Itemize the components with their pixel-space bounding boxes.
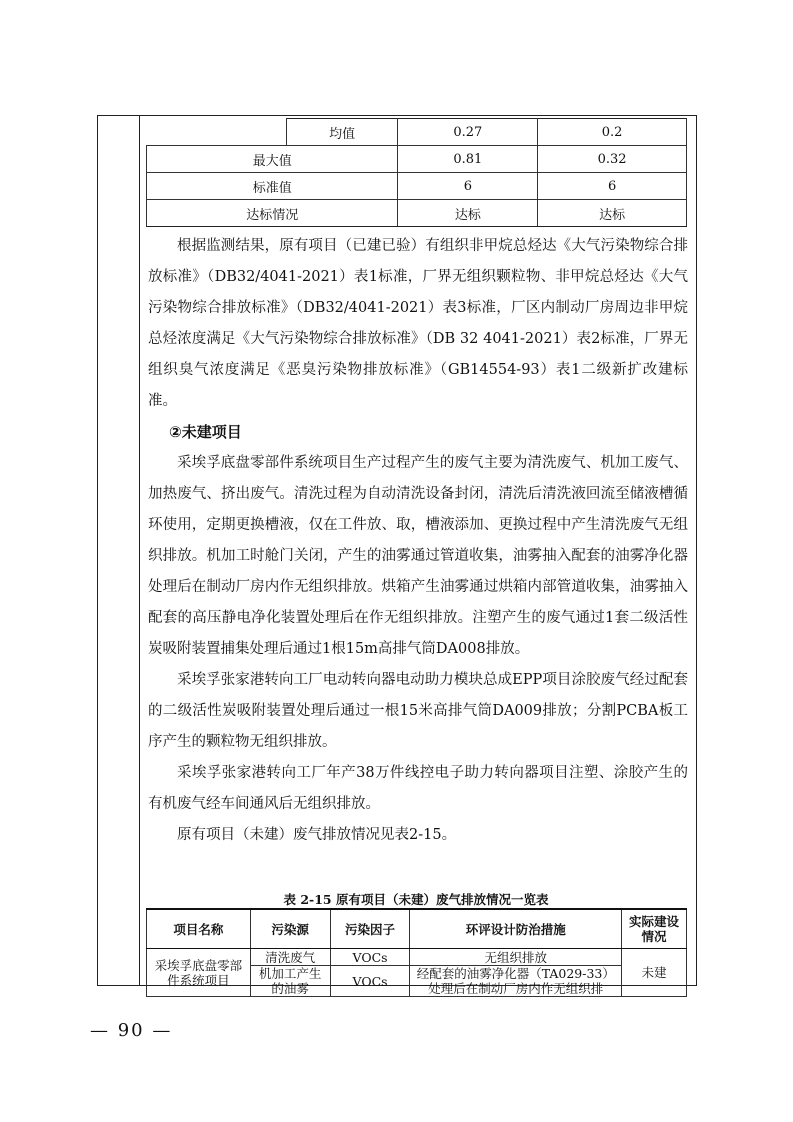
paragraph-chassis-project: 采埃孚底盘零部件系统项目生产过程产生的废气主要为清洗废气、机加工废气、加热废气、挤出废气。清洗过程为自动清洗设备封闭，清洗后清洗液回流至储液槽循环使用，定期更换槽液，仅在工件放、取，槽液添加、更换过程中产生清洗废气无组织排放。机加工时舱门关闭，产生的油雾通过管道收集，油雾抽入配套的油雾净化器处理后在制动厂房内作无组织排放。烘箱产生油雾通过烘箱内部管道收集，油雾抽入配套的高压静电净化装置处理后在作无组织排放。注塑产生的废气通过1套二级活性炭吸附装置捕集处理后通过1根15m高排气筒DA008排放。 bbox=[148, 455, 688, 657]
table-header-row bbox=[147, 909, 687, 949]
measure-cell: 经配套的油雾净化器（TA029-33）处理后在制动厂房内作无组织排 bbox=[410, 966, 622, 997]
table-row bbox=[147, 173, 687, 200]
row-label: 达标情况 bbox=[147, 200, 398, 227]
paragraph-steering-project: 采埃孚张家港转向工厂年产38万件线控电子助力转向器项目注塑、涂胶产生的有机废气经车间通风后无组织排放。 bbox=[148, 765, 688, 812]
paragraph-monitoring-result: 根据监测结果，原有项目（已建已验）有组织非甲烷总烃达《大气污染物综合排放标准》（DB32/4041-2021）表1标准，厂界无组织颗粒物、非甲烷总烃达《大气污染物综合排放标准》（DB32/4041-2021）表3标准，厂区内制动厂房周边非甲烷总烃浓度满足《大气污染物综合排放标准》（DB 32 4041-2021）表2标准，厂界无组织臭气浓度满足《恶臭污染物排放标准》（GB14554-93）表1二级新扩改建标准。 bbox=[148, 238, 688, 409]
monitoring-table bbox=[146, 118, 687, 227]
table-row bbox=[147, 949, 687, 966]
emission-table bbox=[146, 908, 687, 997]
body-text bbox=[148, 231, 688, 851]
value-cell: 0.32 bbox=[538, 146, 687, 173]
header-source: 污染源 bbox=[250, 909, 330, 949]
status-cell: 未建 bbox=[622, 949, 687, 997]
table-row bbox=[147, 200, 687, 227]
row-label: 标准值 bbox=[147, 173, 398, 200]
header-status: 实际建设情况 bbox=[622, 909, 687, 949]
value-cell: 达标 bbox=[398, 200, 538, 227]
header-measure: 环评设计防治措施 bbox=[410, 909, 622, 949]
source-cell: 清洗废气 bbox=[250, 949, 330, 966]
table-row bbox=[147, 119, 687, 146]
factor-cell: VOCs bbox=[330, 966, 410, 997]
header-project: 项目名称 bbox=[147, 909, 251, 949]
measure-cell: 无组织排放 bbox=[410, 949, 622, 966]
header-factor: 污染因子 bbox=[330, 909, 410, 949]
frame-divider bbox=[139, 115, 140, 986]
value-cell: 0.2 bbox=[538, 119, 687, 146]
value-cell: 达标 bbox=[538, 200, 687, 227]
paragraph-epp-project: 采埃孚张家港转向工厂电动转向器电动助力模块总成EPP项目涂胶废气经过配套的二级活性炭吸附装置处理后通过一根15米高排气筒DA009排放；分割PCBA板工序产生的颗粒物无组织排放。 bbox=[148, 672, 688, 750]
table-caption: 表 2-15 原有项目（未建）废气排放情况一览表 bbox=[283, 892, 549, 907]
factor-cell: VOCs bbox=[330, 949, 410, 966]
page-number: — 90 — bbox=[90, 1020, 173, 1041]
section-heading: ②未建项目 bbox=[169, 423, 242, 441]
value-cell: 0.81 bbox=[398, 146, 538, 173]
value-cell: 6 bbox=[398, 173, 538, 200]
project-name-cell: 采埃孚底盘零部件系统项目 bbox=[147, 949, 251, 997]
row-label: 均值 bbox=[286, 119, 398, 146]
source-cell: 机加工产生的油雾 bbox=[250, 966, 330, 997]
table-row bbox=[147, 146, 687, 173]
row-label: 最大值 bbox=[147, 146, 398, 173]
value-cell: 6 bbox=[538, 173, 687, 200]
paragraph-table-reference: 原有项目（未建）废气排放情况见表2-15。 bbox=[177, 827, 457, 843]
value-cell: 0.27 bbox=[398, 119, 538, 146]
